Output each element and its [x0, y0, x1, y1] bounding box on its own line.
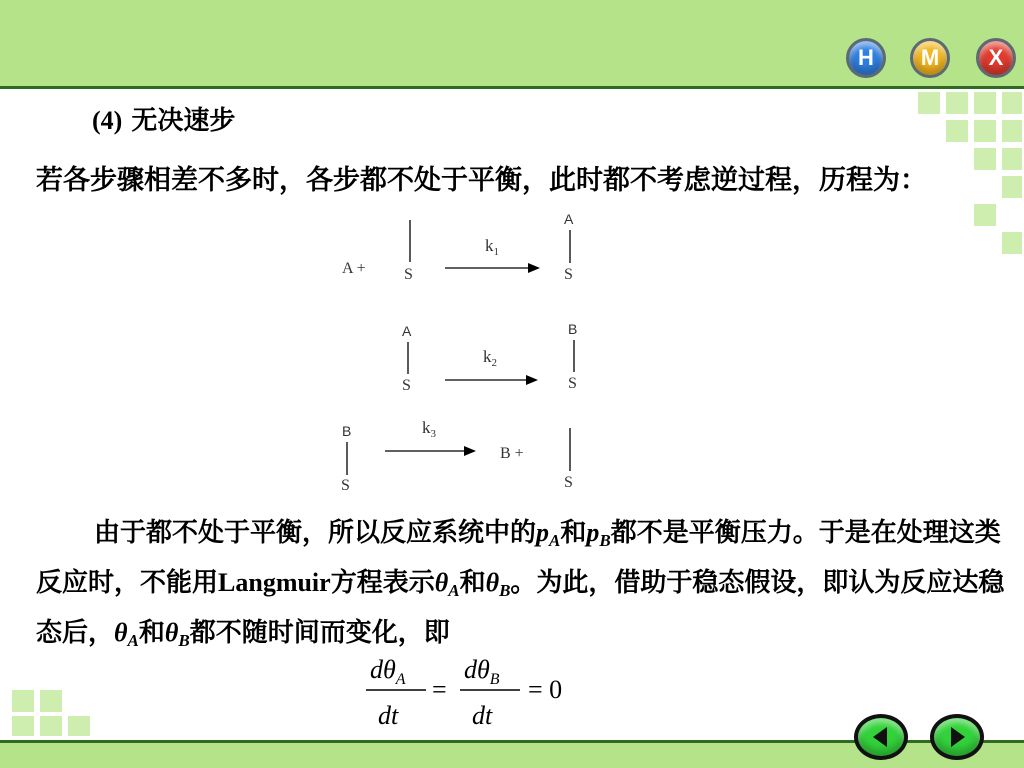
eq-numerator-2: $d\theta_B$ — [464, 655, 500, 688]
next-button[interactable] — [930, 714, 984, 760]
step1-reactant: A + — [342, 260, 366, 277]
step2-rate: $k_2$ — [483, 347, 497, 369]
step1-product-adsorbate: A — [564, 211, 574, 227]
eq-equals-1: = — [432, 675, 447, 704]
theta-A: $\theta_A$ — [434, 568, 460, 600]
step1-product-surface: S — [564, 266, 573, 283]
intro-text: 若各步骤相差不多时，各步都不处于平衡，此时都不考虑逆过程，历程为： — [36, 165, 927, 196]
step3-reactant-adsorbate: B — [342, 423, 352, 439]
home-icon: H — [858, 45, 874, 70]
eq-equals-zero: = 0 — [528, 675, 563, 704]
step1-rate: $k_1$ — [485, 236, 499, 258]
step3-product: B + — [500, 445, 524, 462]
explanation-text: 由于都不处于平衡，所以反应系统中的$p_A$和$p_B$都不是平衡压力。于是在处理这类反应时，不能用Langmuir方程表示$\theta_A$和$\theta_B$。为此，借助于稳态假设，即认为反应达稳态后，$\theta_A$和$\theta_B$都不随时间而变化，即 — [36, 518, 1005, 650]
step2-reactant-surface: S — [402, 377, 411, 394]
menu-icon: M — [920, 45, 940, 70]
step-1 — [342, 211, 574, 283]
arrow-left-icon — [871, 726, 891, 748]
step3-reactant-surface: S — [341, 477, 350, 494]
step-2 — [402, 321, 577, 394]
eq-denominator-1: dt — [378, 701, 399, 730]
step-3 — [341, 418, 573, 494]
step2-reactant-adsorbate: A — [402, 323, 412, 339]
step2-product-surface: S — [568, 375, 577, 392]
previous-button[interactable] — [854, 714, 908, 760]
step3-product-surface: S — [564, 474, 573, 491]
step3-rate: $k_3$ — [422, 418, 436, 440]
eq-denominator-2: dt — [472, 701, 493, 730]
section-title: 无决速步 — [131, 106, 236, 136]
eq-numerator-1: $d\theta_A$ — [370, 655, 406, 688]
arrow-right-icon — [947, 726, 967, 748]
langmuir-term: Langmuir — [218, 568, 331, 597]
steady-state-equation — [362, 650, 592, 730]
p-A: $p_A$ — [536, 518, 561, 550]
close-icon: X — [988, 45, 1004, 70]
theta-B: $\theta_B$ — [485, 568, 511, 600]
section-number: (4) — [92, 106, 123, 135]
p-B: $p_B$ — [586, 518, 611, 550]
theta-A-2: $\theta_A$ — [114, 618, 139, 650]
theta-B-2: $\theta_B$ — [164, 618, 190, 650]
step1-surface: S — [404, 266, 413, 283]
step2-product-adsorbate: B — [568, 321, 578, 337]
